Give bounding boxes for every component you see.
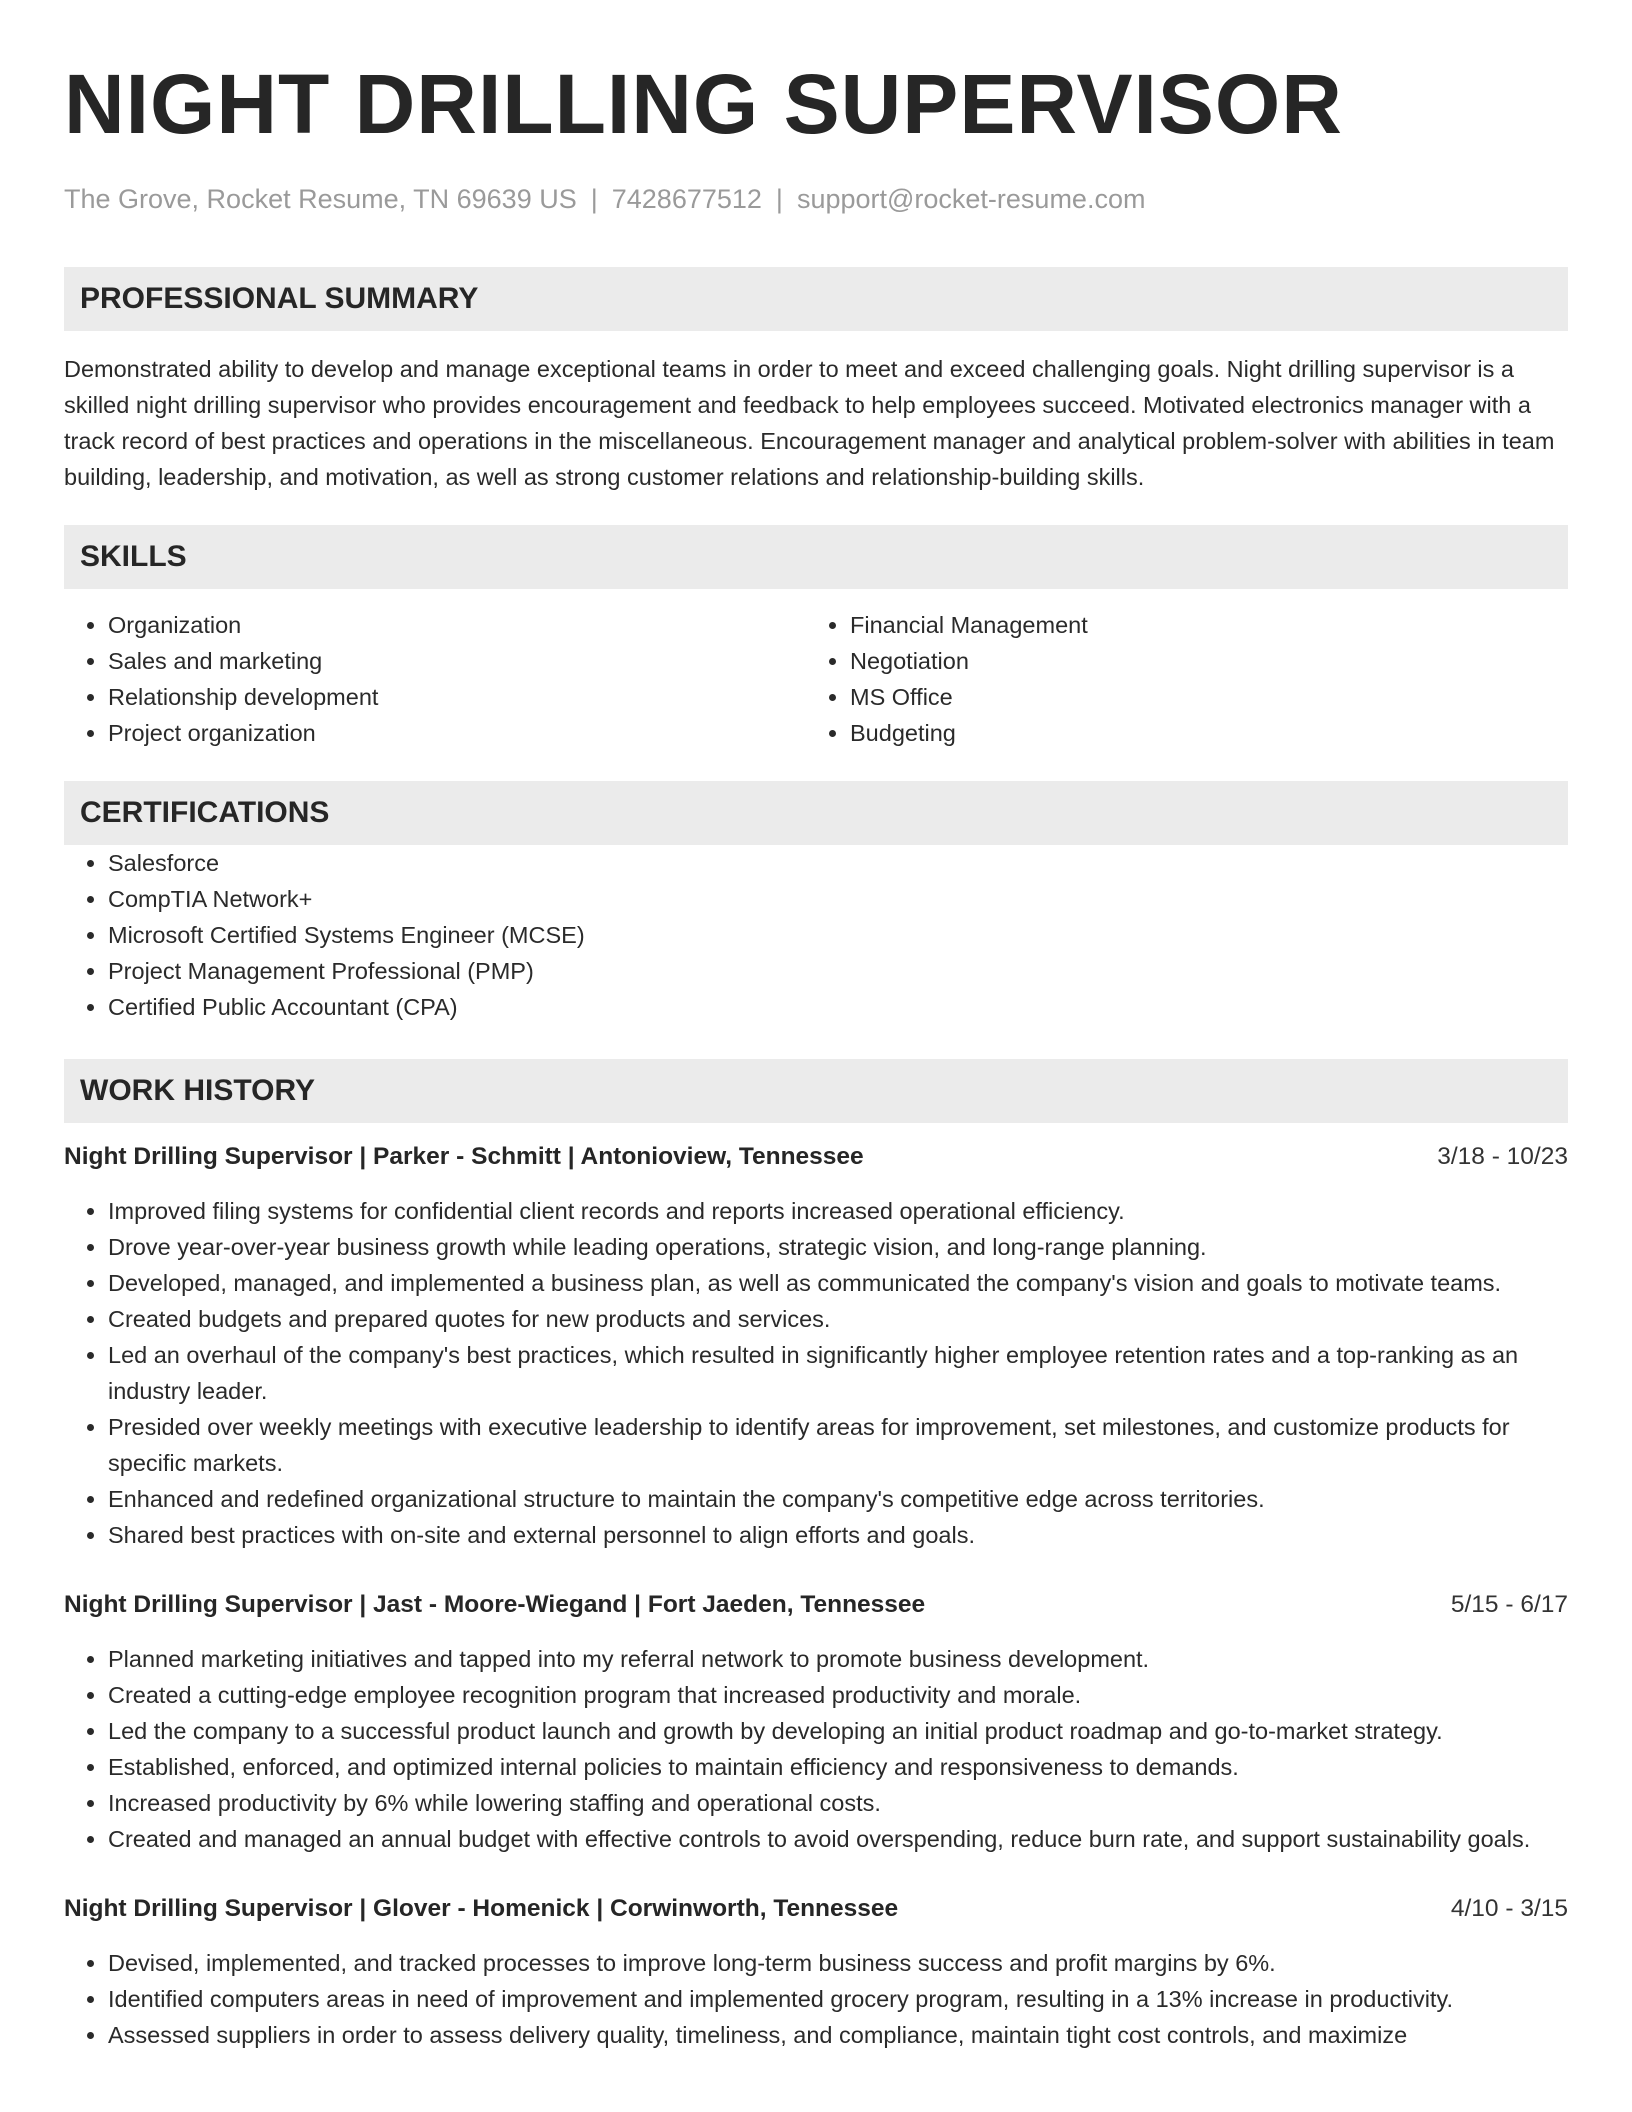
contact-separator: | — [590, 184, 598, 214]
job-bullet: • Increased productivity by 6% while lowering staffing and operational costs. — [108, 1785, 1568, 1821]
job-header — [64, 1139, 1568, 1175]
job-dates: 5/15 - 6/17 — [1450, 1591, 1568, 1618]
skill-item: • Relationship development — [108, 679, 806, 715]
job-bullet: • Improved filing systems for confidential client records and reports increased operational efficiency. — [108, 1193, 1568, 1229]
certification-item: • Salesforce — [108, 845, 1568, 881]
skills-columns — [64, 607, 1568, 751]
job-header — [64, 1587, 1568, 1623]
certification-item: • Microsoft Certified Systems Engineer (MCSE) — [108, 917, 1568, 953]
job-title: Night Drilling Supervisor | Glover - Homenick | Corwinworth, Tennessee — [64, 1895, 899, 1922]
job-title: Night Drilling Supervisor | Parker - Schmitt | Antonioview, Tennessee — [64, 1143, 864, 1170]
job-entry — [64, 1891, 1568, 2053]
job-header — [64, 1891, 1568, 1927]
job-bullets — [64, 1945, 1568, 2053]
skill-item: • MS Office — [850, 679, 1548, 715]
skill-item: • Project organization — [108, 715, 806, 751]
job-bullet: • Created budgets and prepared quotes for new products and services. — [108, 1301, 1568, 1337]
job-entry — [64, 1139, 1568, 1553]
skills-heading: SKILLS — [64, 525, 1568, 589]
skills-list-right — [806, 607, 1548, 751]
certification-item: • Certified Public Accountant (CPA) — [108, 989, 1568, 1025]
job-bullet: • Led the company to a successful product launch and growth by developing an initial product roadmap and go-to-market strategy. — [108, 1713, 1568, 1749]
job-bullets — [64, 1641, 1568, 1857]
certification-item: • CompTIA Network+ — [108, 881, 1568, 917]
contact-separator: | — [775, 184, 783, 214]
job-bullet: • Assessed suppliers in order to assess delivery quality, timeliness, and compliance, maintain tight cost controls, and maximize — [108, 2017, 1568, 2053]
job-bullet: • Drove year-over-year business growth while leading operations, strategic vision, and long-range planning. — [108, 1229, 1568, 1265]
job-bullets — [64, 1193, 1568, 1553]
job-bullet: • Created a cutting-edge employee recognition program that increased productivity and morale. — [108, 1677, 1568, 1713]
contact-line — [64, 184, 1568, 215]
job-bullet: • Presided over weekly meetings with executive leadership to identify areas for improvement, set milestones, and customize products for specific markets. — [108, 1409, 1568, 1481]
skill-item: • Negotiation — [850, 643, 1548, 679]
certifications-list — [64, 845, 1568, 1025]
job-bullet: • Developed, managed, and implemented a business plan, as well as communicated the company's vision and goals to motivate teams. — [108, 1265, 1568, 1301]
job-bullet: • Led an overhaul of the company's best practices, which resulted in significantly higher employee retention rates and a top-ranking as an industry leader. — [108, 1337, 1568, 1409]
skill-item: • Sales and marketing — [108, 643, 806, 679]
job-dates: 3/18 - 10/23 — [1437, 1143, 1568, 1170]
job-bullet: • Enhanced and redefined organizational structure to maintain the company's competitive edge across territories. — [108, 1481, 1568, 1517]
job-bullet: • Created and managed an annual budget with effective controls to avoid overspending, reduce burn rate, and support sustainability goals. — [108, 1821, 1568, 1857]
skill-item: • Budgeting — [850, 715, 1548, 751]
job-title: Night Drilling Supervisor | Jast - Moore-Wiegand | Fort Jaeden, Tennessee — [64, 1591, 926, 1618]
job-bullet: • Established, enforced, and optimized internal policies to maintain efficiency and responsiveness to demands. — [108, 1749, 1568, 1785]
job-dates: 4/10 - 3/15 — [1450, 1895, 1568, 1922]
skills-column-right — [806, 607, 1548, 751]
job-bullet: • Shared best practices with on-site and external personnel to align efforts and goals. — [108, 1517, 1568, 1553]
job-bullet: • Identified computers areas in need of improvement and implemented grocery program, resulting in a 13% increase in productivity. — [108, 1981, 1568, 2017]
contact-phone: 7428677512 — [611, 184, 762, 214]
resume-title: NIGHT DRILLING SUPERVISOR — [64, 57, 1343, 151]
summary-heading: PROFESSIONAL SUMMARY — [64, 267, 1568, 331]
job-bullet: • Planned marketing initiatives and tapped into my referral network to promote business development. — [108, 1641, 1568, 1677]
job-bullet: • Devised, implemented, and tracked processes to improve long-term business success and profit margins by 6%. — [108, 1945, 1568, 1981]
contact-email: support@rocket-resume.com — [796, 184, 1146, 214]
skill-item: • Financial Management — [850, 607, 1548, 643]
skill-item: • Organization — [108, 607, 806, 643]
certifications-heading: CERTIFICATIONS — [64, 781, 1568, 845]
work-history-heading: WORK HISTORY — [64, 1059, 1568, 1123]
job-entry — [64, 1587, 1568, 1857]
summary-text: Demonstrated ability to develop and manage exceptional teams in order to meet and exceed challenging goals. Night drilling supervisor is a skilled night drilling supervisor who provides encouragement and feedback to help employees succeed. Motivated electronics manager with a track record of best practices and operations in the miscellaneous. Encouragement manager and analytical problem-solver with abilities in team building, leadership, and motivation, as well as strong customer relations and relationship-building skills. — [64, 356, 1555, 490]
skills-column-left — [64, 607, 806, 751]
skills-list-left — [64, 607, 806, 751]
contact-address: The Grove, Rocket Resume, TN 69639 US — [64, 184, 577, 214]
certification-item: • Project Management Professional (PMP) — [108, 953, 1568, 989]
